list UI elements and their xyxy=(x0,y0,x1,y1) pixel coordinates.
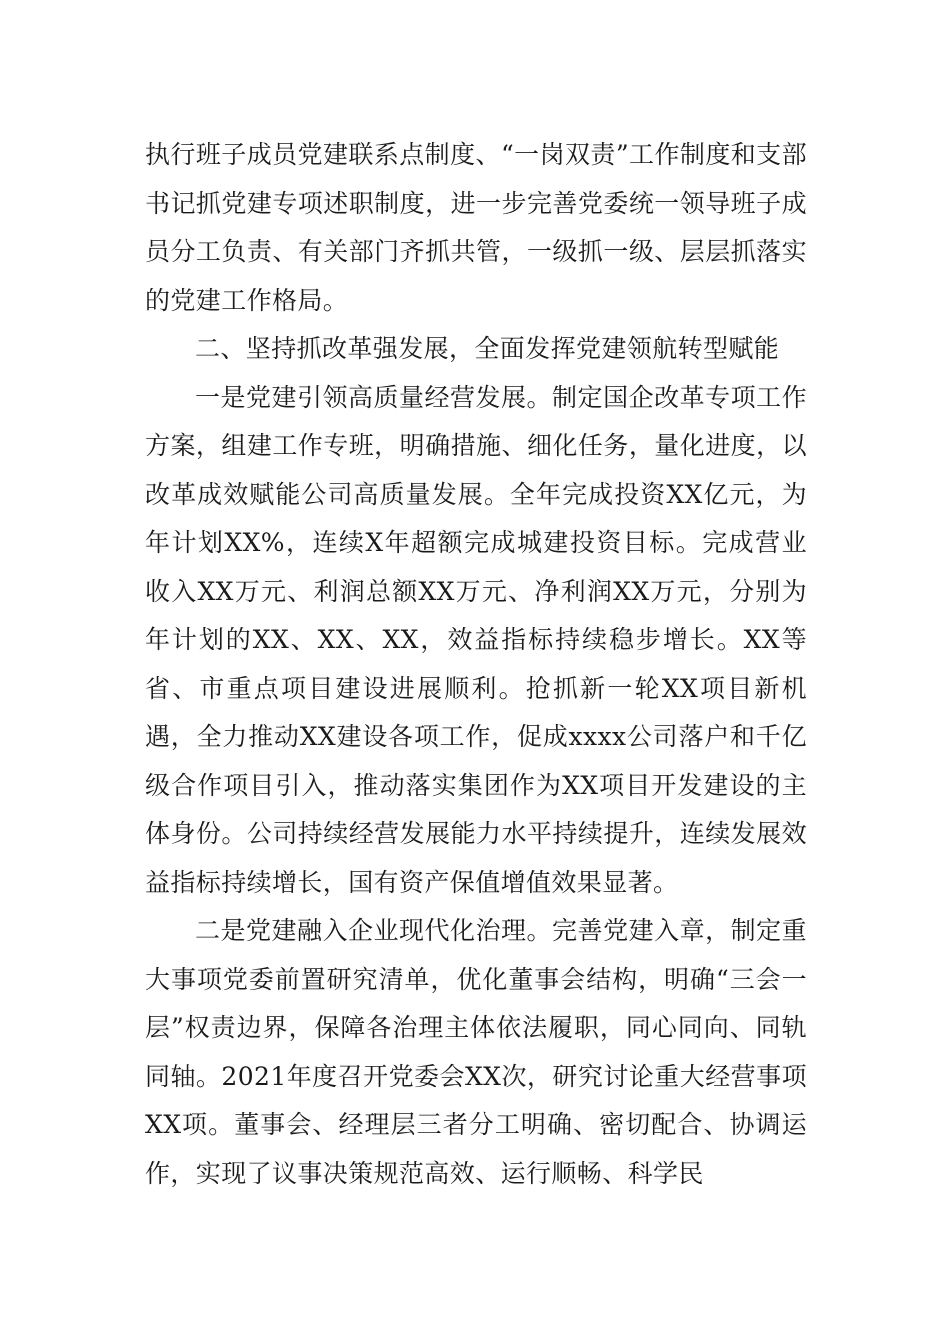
document-body xyxy=(145,131,807,1198)
paragraph-party-building-system: 执行班子成员党建联系点制度、“一岗双责”工作制度和支部书记抓党建专项述职制度，进一步完善党委统一领导班子成员分工负责、有关部门齐抓共管，一级抓一级、层层抓落实的党建工作格局。 xyxy=(145,140,807,315)
paragraph-high-quality-operations: 一是党建引领高质量经营发展。制定国企改革专项工作方案，组建工作专班，明确措施、细化任务，量化进度，以改革成效赋能公司高质量发展。全年完成投资XX亿元，为年计划XX%，连续X年超额完成城建投资目标。完成营业收入XX万元、利润总额XX万元、净利润XX万元，分别为年计划的XX、XX、XX，效益指标持续稳步增长。XX等省、市重点项目建设进展顺利。抢抓新一轮XX项目新机遇，全力推动XX建设各项工作，促成xxxx公司落户和千亿级合作项目引入，推动落实集团作为XX项目开发建设的主体身份。公司持续经营发展能力水平持续提升，连续发展效益指标持续增长，国有资产保值增值效果显著。 xyxy=(145,382,807,897)
section-heading-reform-development: 二、坚持抓改革强发展，全面发挥党建领航转型赋能 xyxy=(195,334,780,363)
paragraph-modern-governance: 二是党建融入企业现代化治理。完善党建入章，制定重大事项党委前置研究清单，优化董事会结构，明确“三会一层”权责边界，保障各治理主体依法履职，同心同向、同轨同轴。2021年度召开党委会XX次，研究讨论重大经营事项XX项。董事会、经理层三者分工明确、密切配合、协调运作，实现了议事决策规范高效、运行顺畅、科学民 xyxy=(145,916,807,1188)
